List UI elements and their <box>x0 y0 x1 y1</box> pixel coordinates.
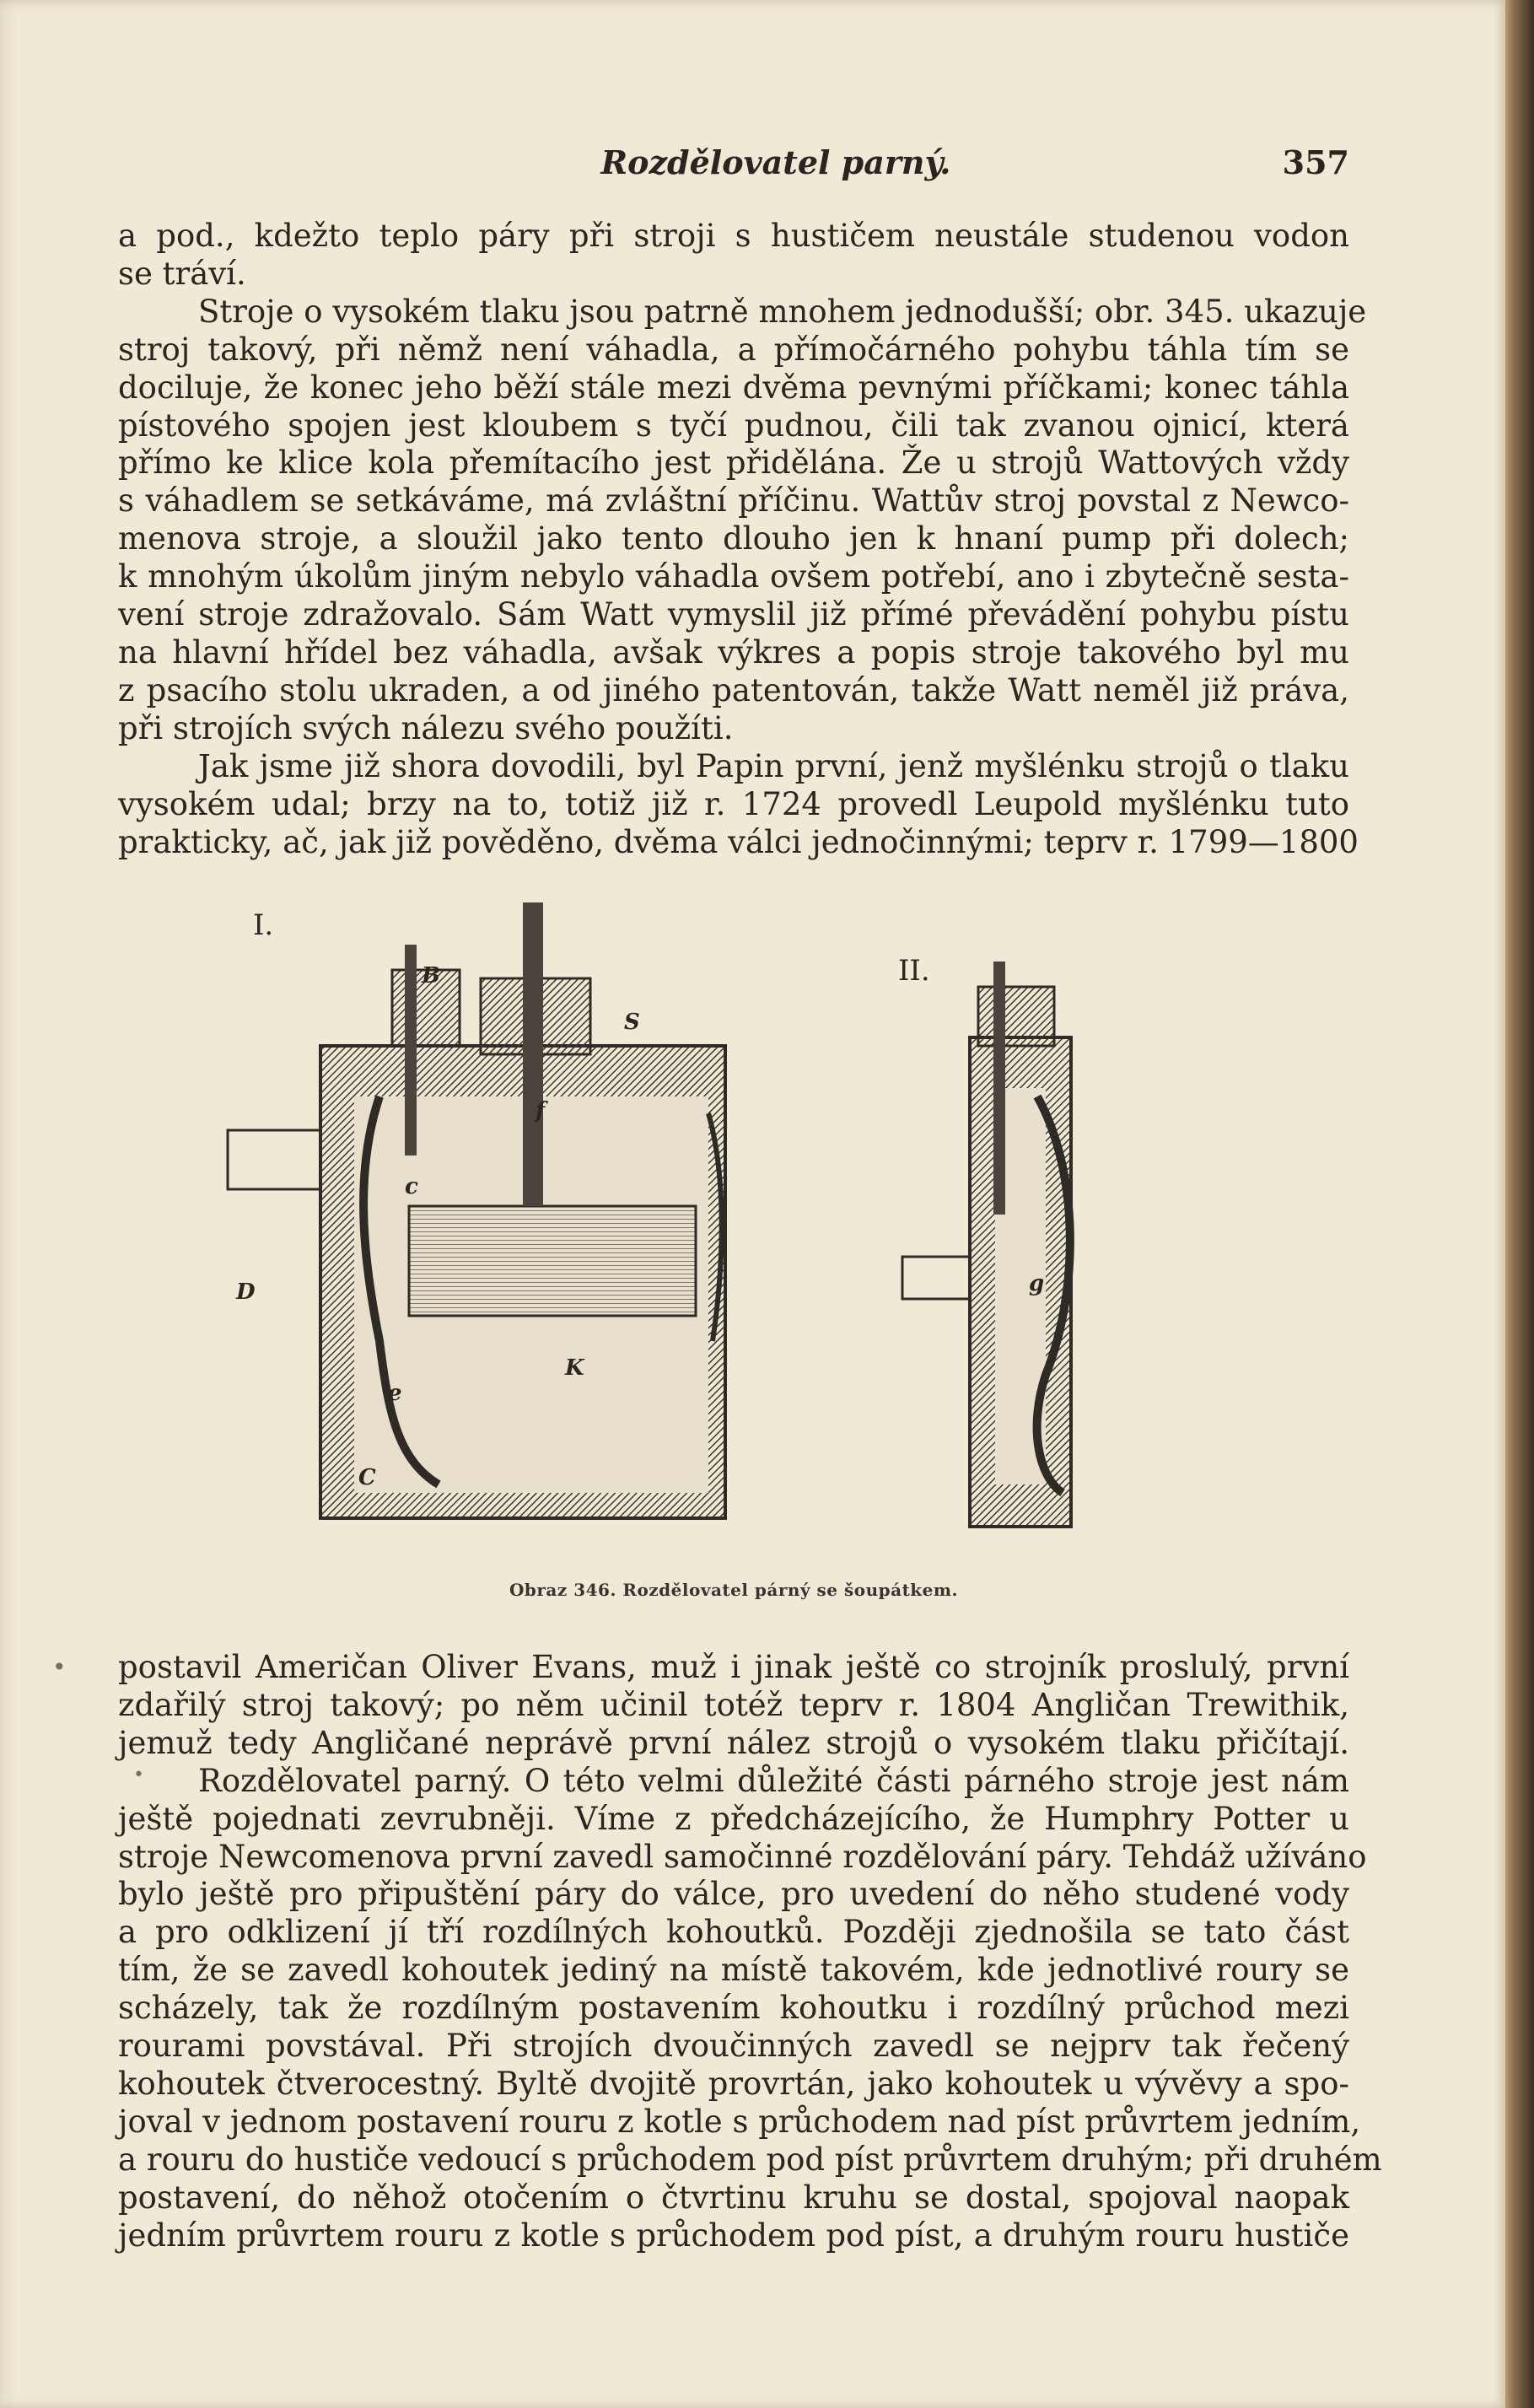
piston <box>409 1206 696 1316</box>
text-line: scházely, tak že rozdílným postavením kohoutku i rozdílný průchod mezi <box>118 1990 1349 2027</box>
text-block-bottom <box>118 1649 1382 2255</box>
text-line: tím, že se zavedl kohoutek jediný na místě takovém, kde jednotlivé roury se <box>118 1952 1349 1989</box>
label-C: C <box>358 1465 376 1490</box>
cylinder-section-II <box>902 962 1071 1527</box>
figure-label-I: I. <box>253 908 274 942</box>
margin-mark: • <box>133 1764 144 1786</box>
label-f: f <box>536 1098 546 1123</box>
text-line: pístového spojen jest kloubem s tyčí pudnou, čili tak zvanou ojnicí, která <box>118 407 1349 444</box>
label-S: S <box>624 1010 640 1035</box>
text-line: stroje Newcomenova první zavedl samočinné rozdělování páry. Tehdáž užíváno <box>118 1838 1367 1875</box>
text-line: dociluje, že konec jeho běží stále mezi dvěma pevnými příčkami; konec táhla <box>118 369 1349 406</box>
text-line: stroj takový, při němž není váhadla, a přímočárného pohybu táhla tím se <box>118 331 1349 368</box>
text-line: Jak jsme již shora dovodili, byl Papin první, jenž myšlénku strojů o tlaku <box>198 747 1349 784</box>
figure-caption: Obraz 346. Rozdělovatel párný se šoupátkem. <box>509 1580 959 1600</box>
text-line: k mnohým úkolům jiným nebylo váhadla ovšem potřebí, ano i zbytečně sesta- <box>118 558 1349 595</box>
label-c: c <box>405 1174 418 1199</box>
text-line: Stroje o vysokém tlaku jsou patrně mnohem jednodušší; obr. 345. ukazuje <box>198 293 1367 330</box>
label-g: g <box>1029 1271 1045 1296</box>
text-line: vysokém udal; brzy na to, totiž již r. 1724 provedl Leupold myšlénku tuto <box>118 785 1349 822</box>
text-line: joval v jednom postavení rouru z kotle s průchodem nad píst průvrtem jedním, <box>118 2103 1361 2140</box>
steam-valve-engraving <box>236 902 1223 1577</box>
text-block-top <box>118 218 1367 861</box>
running-title: Rozdělovatel parný. <box>600 143 951 181</box>
text-line: kohoutek čtverocestný. Byltě dvojitě provrtán, jako kohoutek u vývěvy a spo- <box>118 2065 1349 2102</box>
page-header <box>118 143 1349 194</box>
page-number: 357 <box>1282 143 1349 181</box>
text-line: jedním průvrtem rouru z kotle s průchodem pod píst, a druhým rouru hustiče <box>118 2217 1349 2254</box>
text-line: prakticky, ač, jak již pověděno, dvěma válci jednočinnými; teprv r. 1799—1800 <box>118 823 1359 860</box>
text-line: a pod., kdežto teplo páry při stroji s hustičem neustále studenou vodon <box>118 218 1349 254</box>
text-line: na hlavní hřídel bez váhadla, avšak výkres a popis stroje takového byl mu <box>118 633 1349 671</box>
text-line: ještě pojednati zevrubněji. Víme z předcházejícího, že Humphry Potter u <box>118 1800 1349 1837</box>
label-e: e <box>388 1381 402 1406</box>
figure-label-II: II. <box>898 954 930 988</box>
text-line: Rozdělovatel parný. O této velmi důležité části párného stroje jest nám <box>198 1762 1349 1799</box>
text-line: a pro odklizení jí tří rozdílných kohoutků. Později zjednošila se tato část <box>118 1914 1349 1951</box>
text-line: zdařilý stroj takový; po něm učinil totéž teprv r. 1804 Angličan Trewithik, <box>118 1686 1349 1723</box>
text-line: bylo ještě pro připuštění páry do válce, pro uvedení do něho studené vody <box>118 1876 1349 1913</box>
text-line: rourami povstával. Při strojích dvoučinných zavedl se nejprv tak řečený <box>118 2028 1349 2065</box>
text-line: postavil Američan Oliver Evans, muž i jinak ještě co strojník proslulý, první <box>118 1649 1349 1685</box>
text-line: vení stroje zdražovalo. Sám Watt vymyslil již přímé převádění pohybu pístu <box>118 596 1349 633</box>
text-line: z psacího stolu ukraden, a od jiného patentován, takže Watt neměl již práva, <box>118 671 1349 708</box>
text-line: s váhadlem se setkáváme, má zvláštní příčinu. Wattův stroj povstal z Newco- <box>118 482 1349 520</box>
label-B: B <box>422 963 440 989</box>
text-line: a rouru do hustiče vedoucí s průchodem pod píst průvrtem druhým; při druhém <box>118 2141 1382 2178</box>
label-D: D <box>236 1279 256 1305</box>
piston-rod <box>523 902 543 1206</box>
margin-mark: • <box>52 1653 67 1681</box>
label-K: K <box>565 1355 584 1381</box>
book-spine-edge <box>1505 0 1534 2408</box>
text-line: se tráví. <box>118 255 246 292</box>
text-line: přímo ke klice kola přemítacího jest přidělána. Že u strojů Wattových vždy <box>118 444 1349 482</box>
text-line: menova stroje, a sloužil jako tento dlouho jen k hnaní pump při dolech; <box>118 520 1349 558</box>
cylinder-section-I <box>228 902 725 1518</box>
valve-rod <box>405 945 417 1156</box>
text-line: při strojích svých nálezu svého použíti. <box>118 709 734 746</box>
text-line: postavení, do něhož otočením o čtvrtinu kruhu se dostal, spojoval naopak <box>118 2179 1349 2216</box>
text-line: jemuž tedy Angličané neprávě první nález strojů o vysokém tlaku přičítají. <box>118 1724 1349 1761</box>
